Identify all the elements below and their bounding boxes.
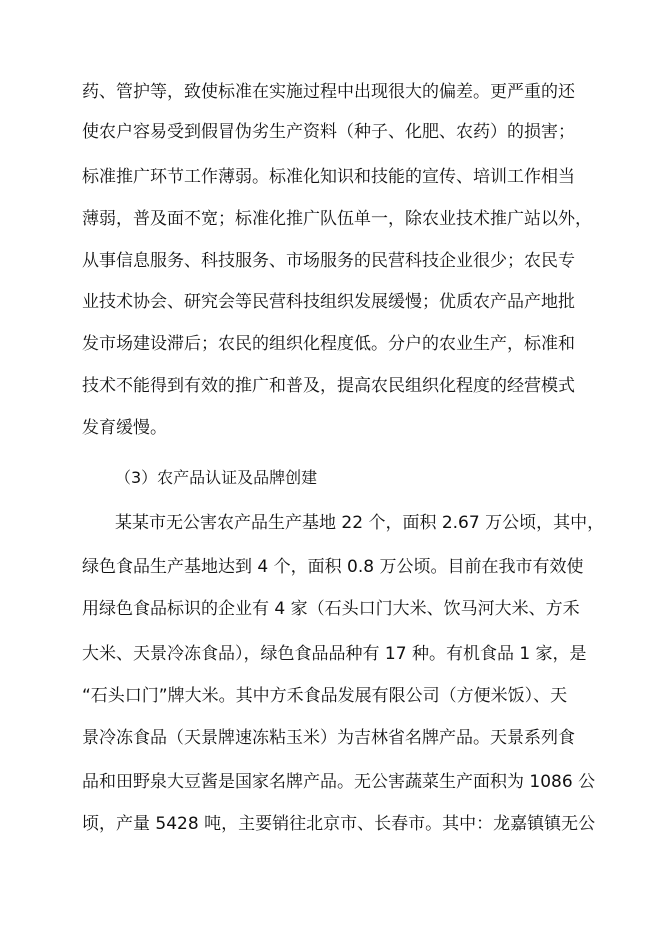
text-line: 品和田野泉大豆酱是国家名牌产品。无公害蔬菜生产面积为 1086 公 <box>82 772 596 792</box>
text-line: 用绿色食品标识的企业有 4 家（石头口门大米、饮马河大米、方禾 <box>82 599 580 619</box>
text-line: 发市场建设滞后；农民的组织化程度低。分户的农业生产，标准和 <box>82 334 575 354</box>
text-line: 景冷冻食品（天景牌速冻粘玉米）为吉林省名牌产品。天景系列食 <box>82 728 575 748</box>
text-line: 某某市无公害农产品生产基地 22 个，面积 2.67 万公顷，其中， <box>115 513 605 533</box>
text-line: 绿色食品生产基地达到 4 个，面积 0.8 万公顷。目前在我市有效使 <box>82 557 584 577</box>
text-line: 从事信息服务、科技服务、市场服务的民营科技企业很少；农民专 <box>82 251 575 271</box>
text-line: 发育缓慢。 <box>82 418 167 438</box>
text-line: 药、管护等，致使标准在实施过程中出现很大的偏差。更严重的还 <box>82 82 575 102</box>
text-line: 技术不能得到有效的推广和普及，提高农民组织化程度的经营模式 <box>82 376 575 396</box>
text-line: 业技术协会、研究会等民营科技组织发展缓慢；优质农产品产地批 <box>82 292 575 312</box>
text-line: 标准推广环节工作薄弱。标准化知识和技能的宣传、培训工作相当 <box>82 167 575 187</box>
text-line: 大米、天景冷冻食品），绿色食品品种有 17 种。有机食品 1 家，是 <box>82 644 587 664</box>
text-line: 使农户容易受到假冒伪劣生产资料（种子、化肥、农药）的损害； <box>82 122 575 142</box>
section-heading: （3）农产品认证及品牌创建 <box>115 468 318 487</box>
text-line: “石头口门”牌大米。其中方禾食品发展有限公司（方便米饭）、天 <box>82 686 568 706</box>
text-line: 薄弱，普及面不宽；标准化推广队伍单一，除农业技术推广站以外， <box>82 209 592 229</box>
text-line: 顷，产量 5428 吨，主要销往北京市、长春市。其中：龙嘉镇镇无公 <box>82 814 596 834</box>
